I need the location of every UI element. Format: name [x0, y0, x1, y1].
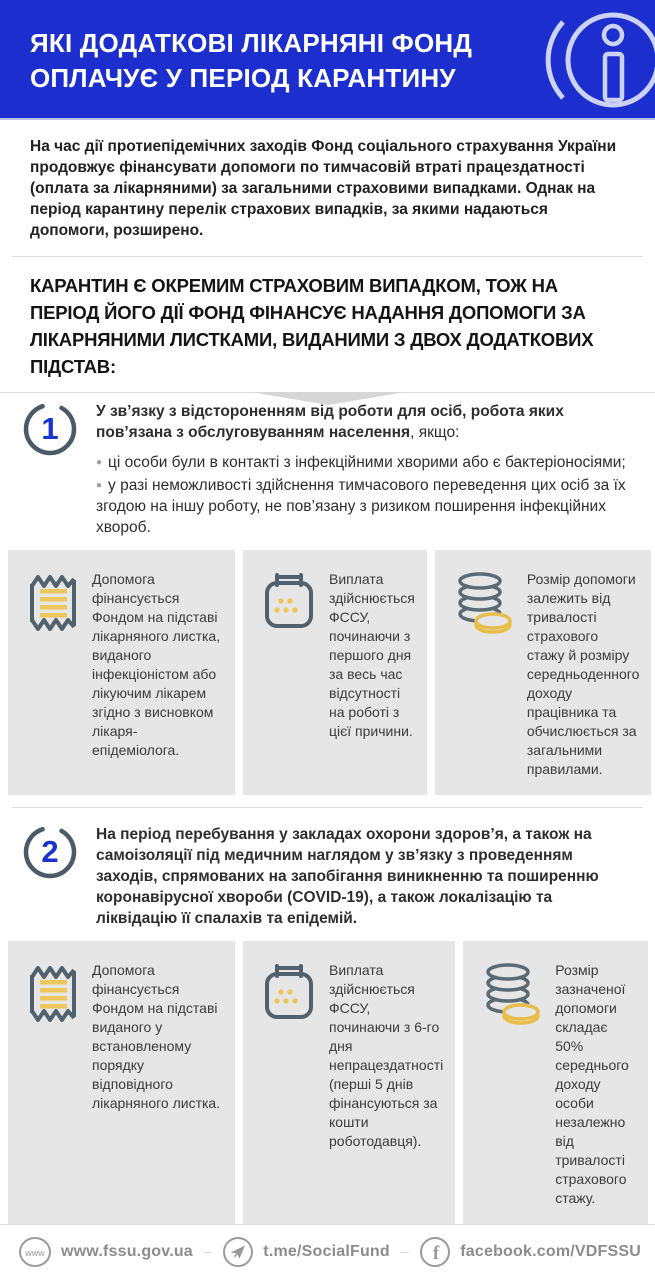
intro-paragraph: На час дії протиепідемічних заходів Фонд соціального страхування України продовжує фінансувати допомоги по тимчасовій втраті працездатності (оплата за лікарняними) за загальними страховими випадками. Однак на період карантину перелік страхових випадків, за якими надаються допомоги, розширено. [30, 138, 617, 239]
bullet-icon: ● [96, 480, 103, 491]
banner-statement: КАРАНТИН Є ОКРЕМИМ СТРАХОВИМ ВИПАДКОМ, ТОЖ НА ПЕРІОД ЙОГО ДІЇ ФОНД ФІНАНСУЄ НАДАННЯ ДОПОМОГИ ЗА ЛІКАРНЯНИМИ ЛИСТКАМИ, ВИДАНИМИ З ДВОХ ДОДАТКОВИХ ПІДСТАВ: [30, 275, 594, 377]
telegram-icon [222, 1236, 254, 1268]
calendar-icon [263, 963, 315, 1021]
card-text: Допомога фінансується Фондом на підставі лікарняного листка, виданого інфекціоністом або лікуючим лікарем згідно з висновком лікаря-епідеміолога. [92, 571, 221, 758]
info-cards-row-1 [8, 550, 648, 795]
card-payment [243, 941, 455, 1224]
bullet-item: ● ці особи були в контакті з інфекційними хворими або є бактеріоносіями; [96, 454, 626, 471]
divider [12, 256, 643, 257]
page-title: ЯКІ ДОДАТКОВІ ЛІКАРНЯНІ ФОНД ОПЛАЧУЄ У ПЕРІОД КАРАНТИНУ [30, 28, 473, 93]
bullet-icon: ● [96, 457, 103, 468]
section-2 [0, 808, 655, 929]
footer-divider-line [203, 1252, 212, 1253]
footer-link-facebook[interactable]: f facebook.com/VDFSSU [419, 1236, 641, 1268]
section-number: 2 [41, 834, 59, 869]
receipt-icon [28, 572, 78, 634]
coins-icon [483, 963, 541, 1027]
www-icon [18, 1236, 52, 1268]
section-number: 1 [41, 411, 59, 446]
card-financing [8, 941, 235, 1224]
number-circle-1 [22, 401, 78, 457]
footer [0, 1224, 655, 1281]
card-payment [243, 550, 427, 795]
calendar-icon [263, 572, 315, 630]
number-circle-2 [22, 824, 78, 880]
header-banner [0, 0, 655, 120]
card-text: Розмір допомоги залежить від тривалості страхового стажу й розміру середньоденного доходу працівника та обчислюється за загальними правилами. [526, 571, 640, 777]
svg-text:f: f [433, 1243, 440, 1264]
section-1 [0, 393, 655, 538]
section-2-lead: На період перебування у закладах охорони здоров’я, а також на самоізоляції під медичним наглядом у зв’язку з проведенням заходів, спрямованих на запобігання виникненню та поширенню коронавірусної хвороби (COVID-19), а також локалізацію та ліквідацію її спалахів та епідемій. [96, 826, 599, 927]
card-text: Допомога фінансується Фондом на підставі виданого у встановленому порядку відповідного лікарняного листка. [92, 962, 221, 1111]
card-amount [435, 550, 652, 795]
card-text: Розмір зазначеної допомоги складає 50% середнього доходу особи незалежно від тривалості страхового стажу. [555, 962, 629, 1206]
card-amount [463, 941, 648, 1224]
card-financing [8, 550, 235, 795]
section-1-bullets [96, 452, 627, 538]
footer-link-telegram[interactable]: t.me/SocialFund [222, 1236, 390, 1268]
card-text: Виплата здійснюється ФССУ, починаючи з 6-го дня непрацездатності (перші 5 днів фінансуються за кошти роботодавця). [329, 962, 444, 1149]
section-1-lead: У зв’язку з відстороненням від роботи для осіб, робота яких пов’язана з обслуговуванням населення, якщо: [96, 403, 564, 441]
bullet-item: ● у разі неможливості здійснення тимчасового переведення цих осіб за їх згодою на іншу роботу, не пов’язану з ризиком поширення інфекційних хвороб. [96, 477, 626, 536]
chevron-down-icon [250, 392, 406, 405]
footer-link-website[interactable]: www www.fssu.gov.ua [18, 1236, 193, 1268]
coins-icon [455, 572, 513, 636]
footer-divider-line [400, 1252, 409, 1253]
section-chevron [0, 392, 655, 393]
receipt-icon [28, 963, 78, 1025]
card-text: Виплата здійснюється ФССУ, починаючи з першого дня за весь час відсутності на роботі з цієї причини. [329, 571, 415, 739]
svg-text:www: www [25, 1248, 45, 1258]
facebook-icon [419, 1236, 451, 1268]
info-cards-row-2 [8, 941, 648, 1224]
info-icon [533, 0, 655, 120]
